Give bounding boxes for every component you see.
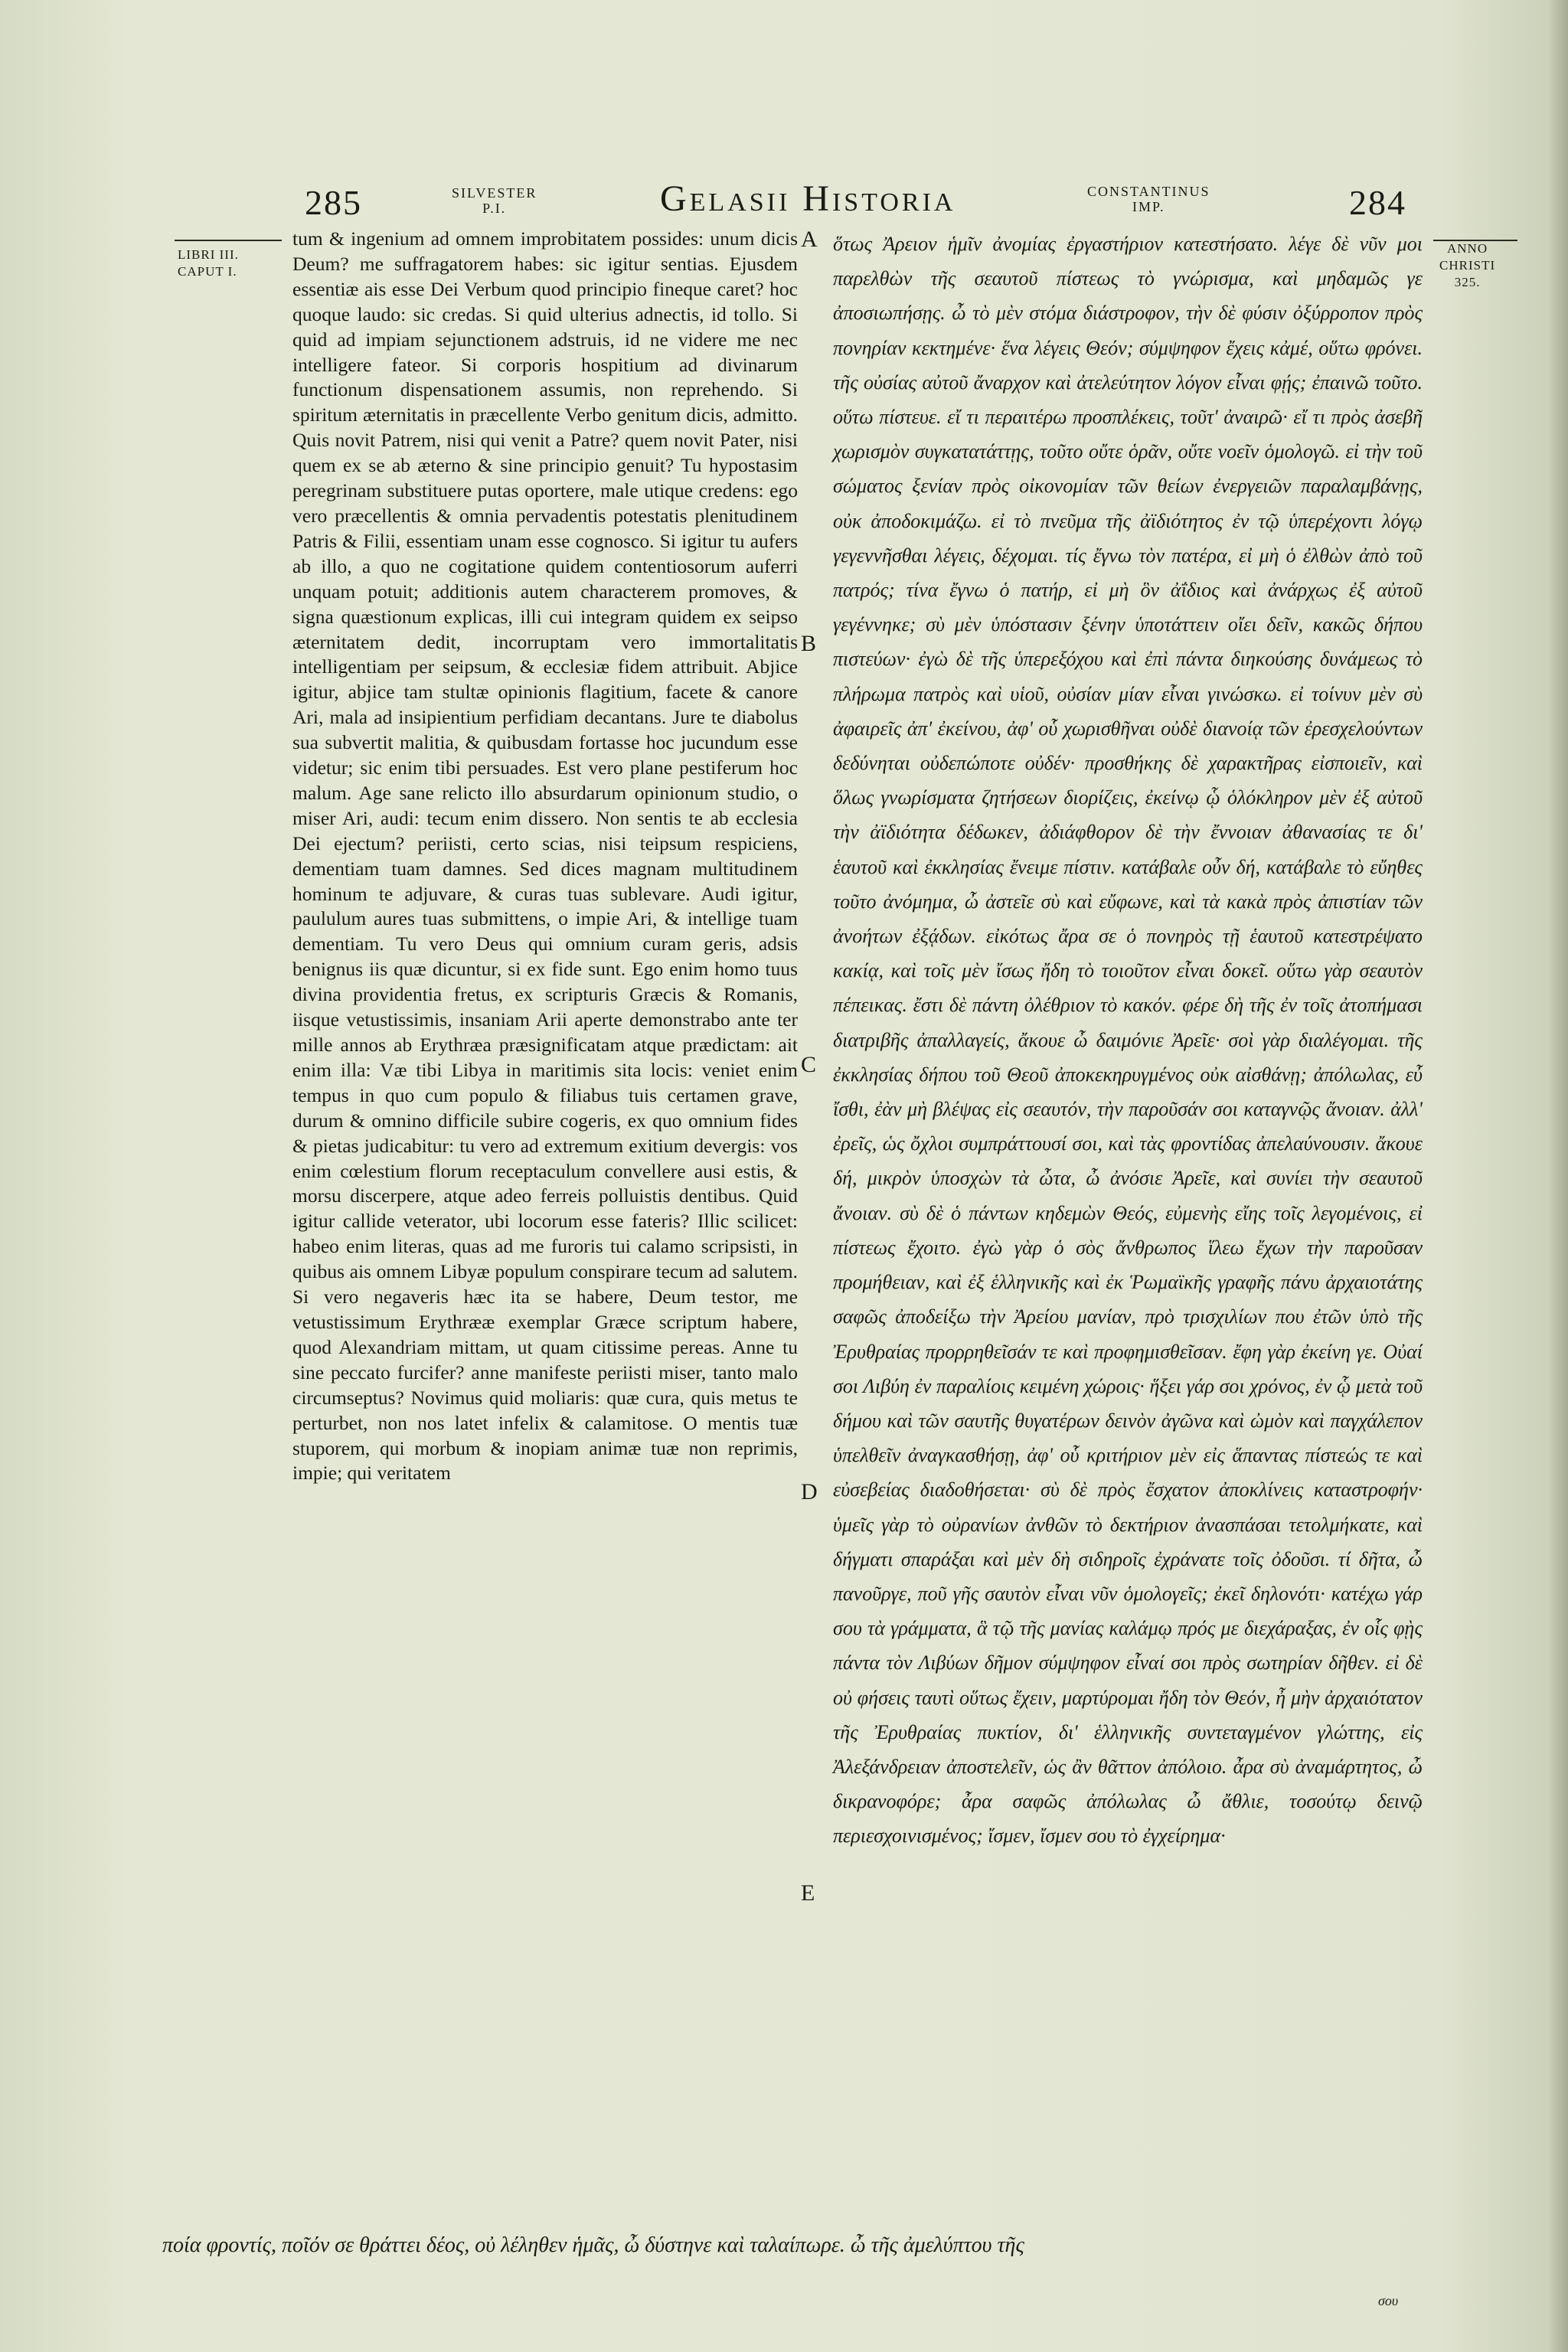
page-number-right: 284 [1349, 183, 1406, 222]
running-title: Gelasii Historia [660, 178, 956, 219]
running-head-left-name: SILVESTER [452, 185, 537, 201]
latin-column [292, 227, 798, 1486]
running-head-right-title: IMP. [1132, 199, 1165, 214]
catchword: σου [1378, 2293, 1399, 2308]
running-head-left-title: P.I. [482, 201, 507, 216]
section-mark-e: E [801, 1880, 815, 1906]
page-spine-shadow [1548, 0, 1568, 2352]
running-head-right-name: CONSTANTINUS [1087, 184, 1210, 199]
section-mark-b: B [801, 631, 817, 656]
running-head-left [452, 185, 537, 216]
latin-text: tum & ingenium ad omnem improbitatem possides: unum dicis Deum? me suffragatorem habes: sic igitur sentias. Ejusdem essentiæ ais esse Dei Verbum quod principio fineque caret? hoc quoque laudo: sic credas. Si quid ulterius adnectis, id tollo. Si quid ad impiam sejunctionem adstruis, id ne videre me nec intelligere fateor. Si corporis hospitium ad divinarum functionum dispensationem assumis, non reprehendo. Si spiritum æternitatis in præcellente Verbo genitum dicis, admitto. Quis novit Patrem, nisi qui venit a Patre? quem novit Pater, nisi quem ex se ab æterno & sine principio genuit? Tu hypostasim peregrinam substituere putas oportere, male utique credens: ego vero præcellentis & omnia pervadentis potestatis plenitudinem Patris & Filii, essentiam unam esse cognosco. Si igitur tu aufers ab illo, a quo ne cogitatione quidem contentiosorum auferri unquam potuit; additionis autem characterem promoves, & signa quæstionum explicas, illi cui integram quidem ex seipso æternitatem dedit, incorruptam vero immortalitatis intelligentiam per seipsum, & ecclesiæ fidem attribuit. Abjice igitur, abjice tam stultæ opinionis flagitium, facete & canore Ari, mala ad insipientium perfidiam decantans. Jure te diabolus sua subvertit malitia, & quibusdam fortasse hoc jucundum esse videtur; sic enim tibi persuades. Est vero plane pestiferum hoc malum. Age sane relicto illo absurdarum opinionum studio, o miser Ari, audi: tecum enim dissero. Non sentis te ab ecclesia Dei ejectum? periisti, certo scias, nisi teipsum respiciens, dementiam tuam damnes. Sed dices magnam multitudinem hominum te adjuvare, & curas tuas sublevare. Audi igitur, paululum aures tuas submittens, o impie Ari, & intellige tuam dementiam. Tu vero Deus qui omnium curam geris, adsis benignus iis quæ dicuntur, si ex fide sunt. Ego enim homo tuus divina providentia fretus, ex scripturis Græcis & Romanis, iisque vetustissimis, insaniam Arii aperte demonstrabo ante ter mille annos ab Erythræa præsignificatam atque prædictam: ait enim illa: Væ tibi Libya in maritimis sita locis: veniet enim tempus in quo cum populo & filiabus tuis certamen grave, durum & omnino difficile subire cogeris, ex quo omnium fides & pietas judicabitur: tu vero ad extremum exitium devergis: vos enim cœlestium florum receptaculum convellere ausi estis, & morsu discerpere, atque adeo ferreis polluistis dentibus. Quid igitur callide veterator, ubi locorum esse fateris? Illic scilicet: habeo enim literas, quas ad me furoris tui calamo scripsisti, in quibus ais omnem Libyæ populum conspirare tecum ad salutem. Si vero negaveris hæc ita se habere, Deum testor, me vetustissimum Erythrææ exemplar Græce scriptum habere, quod Alexandriam mittam, ut quam citissime pereas. Anne tu sine peccato furcifer? anne manifeste periisti miser, tanto malo circumseptus? Novimus quid moliaris: quæ cura, quis metus te perturbet, non nos latet infelix & calamitose. O mentis tuæ stuporem, qui morbum & inopiam animæ tuæ non reprimis, impie; qui veritatem [292, 227, 798, 1485]
greek-text: ὅτως Ἀρειον ἡμῖν ἀνομίας ἐργαστήριον κατεστήσατο. λέγε δὲ νῦν μοι παρελθὼν τῆς σεαυτοῦ πίστεως τὸ γνώρισμα, καὶ μηδαμῶς γε ἀποσιωπήσῃς. ὦ τὸ μὲν στόμα διάστροφον, τὴν δὲ φύσιν ὀξύρροπον πρὸς πονηρίαν κεκτημένε· ἕνα λέγεις Θεόν; σύμψηφον ἔχεις κἀμέ, οὕτω φρόνει. τῆς οὐσίας αὐτοῦ ἄναρχον καὶ ἀτελεύτητον λόγον εἶναι φῄς; ἐπαινῶ τοῦτο. οὕτω πίστευε. εἴ τι περαιτέρω προσπλέκεις, τοῦτ' ἀναιρῶ· εἴ τι πρὸς ἀσεβῆ χωρισμὸν συγκατατάττῃς, τοῦτο οὔτε ὁρᾶν, οὔτε νοεῖν ὁμολογῶ. εἰ τὴν τοῦ σώματος ξενίαν πρὸς οἰκονομίαν τῶν θείων ἐνεργειῶν παραλαμβάνῃς, οὐκ ἀποδοκιμάζω. εἰ τὸ πνεῦμα τῆς ἀϊδιότητος ἐν τῷ ὑπερέχοντι λόγῳ γεγεννῆσθαι λέγεις, δέχομαι. τίς ἔγνω τὸν πατέρα, εἰ μὴ ὁ ἐλθὼν ἀπὸ τοῦ πατρός; τίνα ἔγνω ὁ πατήρ, εἰ μὴ ὃν ἀΐδιος καὶ ἀνάρχως ἐξ αὐτοῦ γεγέννηκε; σὺ μὲν ὑπόστασιν ξένην ὑποτάττειν οἴει δεῖν, κακῶς δήπου πιστεύων· ἐγὼ δὲ τῆς ὑπερεξόχου καὶ ἐπὶ πάντα διηκούσης δυνάμεως τὸ πλήρωμα πατρὸς καὶ υἱοῦ, οὐσίαν μίαν εἶναι γινώσκω. εἰ τοίνυν μὲν σὺ ἀφαιρεῖς ἀπ' ἐκείνου, ἀφ' οὗ χωρισθῆναι οὐδὲ διανοίᾳ τῶν ἐρεσχελούντων δεδύνηται οὐδεπώποτε οὐδέν· προσθήκης δὲ χαρακτῆρας εἰσποιεῖν, καὶ ὅλως γνωρίσματα ζητήσεων διορίζεις, ἐκείνῳ ᾧ ὁλόκληρον μὲν ἐξ αὐτοῦ τὴν ἀϊδιότητα δέδωκεν, ἀδιάφθορον δὲ τὴν ἔννοιαν ἀθανασίας τε δι' ἑαυτοῦ καὶ ἐκκλησίας ἔνειμε πίστιν. κατάβαλε οὖν δή, κατάβαλε τὸ εὔηθες τοῦτο ἀνόμημα, ὦ ἀστεῖε σὺ καὶ εὔφωνε, καὶ τὰ κακὰ πρὸς ἀπιστίαν τῶν ἀνοήτων ἐξᾴδων. εἰκότως ἄρα σε ὁ πονηρὸς τῇ ἑαυτοῦ κατεστρέψατο κακίᾳ, καὶ τοῖς μὲν ἴσως ἤδη τὸ τοιοῦτον εἶναι δοκεῖ. οὕτω γὰρ σεαυτὸν πέπεικας. ἔστι δὲ πάντη ὀλέθριον τὸ κακόν. φέρε δὴ τῆς ἐν τοῖς ἀτοπήμασι διατριβῆς ἀπαλλαγείς, ἄκουε ὦ δαιμόνιε Ἀρεῖε· σοὶ γὰρ διαλέγομαι. τῆς ἐκκλησίας δήπου τοῦ Θεοῦ ἀποκεκηρυγμένος οὐκ αἰσθάνῃ; ἀπόλωλας, εὖ ἴσθι, ἐὰν μὴ βλέψας εἰς σεαυτόν, τὴν παροῦσάν σοι καταγνῷς ἄνοιαν. ἀλλ' ἐρεῖς, ὡς ὄχλοι συμπράττουσί σοι, καὶ τὰς φροντίδας ἀπελαύνουσιν. ἄκουε δή, μικρὸν ὑποσχὼν τὰ ὦτα, ὦ ἀνόσιε Ἀρεῖε, καὶ συνίει τὴν σεαυτοῦ ἄνοιαν. σὺ δὲ ὁ πάντων κηδεμὼν Θεός, εὐμενὴς εἴης τοῖς λεγομένοις, εἰ πίστεως ἔχοιτο. ἐγὼ γὰρ ὁ σὸς ἄνθρωπος ἵλεω ἔχων τὴν παροῦσαν προμήθειαν, καὶ ἐξ ἑλληνικῆς καὶ ἐκ Ῥωμαϊκῆς γραφῆς πάνυ ἀρχαιοτάτης σαφῶς ἀποδείξω τὴν Ἀρείου μανίαν, πρὸ τρισχιλίων που ἐτῶν ὑπὸ τῆς Ἐρυθραίας προρρηθεῖσάν τε καὶ προφημισθεῖσαν. ἔφη γὰρ ἐκείνη γε. Οὐαί σοι Λιβύη ἐν παραλίοις κειμένη χώροις· ἥξει γάρ σοι χρόνος, ἐν ᾧ μετὰ τοῦ δήμου καὶ τῶν σαυτῆς θυγατέρων δεινὸν ἀγῶνα καὶ ὠμὸν καὶ παγχάλεπον ὑπελθεῖν ἀναγκασθήσῃ, ἀφ' οὗ κριτήριον μὲν εἰς ἅπαντας πίστεώς τε καὶ εὐσεβείας διαδοθήσεται· σὺ δὲ πρὸς ἔσχατον ἀποκλίνεις καταστροφήν· ὑμεῖς γὰρ τὸ οὐρανίων ἀνθῶν τὸ δεκτήριον ἀνασπάσαι τετολμήκατε, καὶ δήγματι σπαράξαι καὶ μὲν δὴ σιδηροῖς ἐχράνατε τοῖς ὀδοῦσι. τί δῆτα, ὦ πανοῦργε, ποῦ γῆς σαυτὸν εἶναι νῦν ὁμολογεῖς; ἐκεῖ δηλονότι· κατέχω γάρ σου τὰ γράμματα, ἃ τῷ τῆς μανίας καλάμῳ πρός με διεχάραξας, ἐν οἷς φῂς πάντα τὸν Λιβύων δῆμον σύμψηφον εἶναί σοι πρὸς σωτηρίαν δῆθεν. εἰ δὲ οὐ φήσεις ταυτὶ οὕτως ἔχειν, μαρτύρομαι ἤδη τὸν Θεόν, ἦ μὴν ἀρχαιότατον τῆς Ἐρυθραίας πυκτίον, δι' ἑλληνικῆς συντεταγμένον γλώττης, εἰς Ἀλεξάνδρειαν ἀποστελεῖν, ὡς ἂν θᾶττον ἀπόλοιο. ἆρα σὺ ἀναμάρτητος, ὦ δικρανοφόρε; ἆρα σαφῶς ἀπόλωλας ὦ ἄθλιε, τοσούτῳ δεινῷ περιεσχοινισμένος; ἴσμεν, ἴσμεν σου τὸ ἐγχείρημα· [833, 233, 1423, 1847]
section-mark-c: C [801, 1052, 817, 1077]
margin-note-right-christi: CHRISTI [1439, 258, 1496, 273]
footer-line: ποία φροντίς, ποῖόν σε θράττει δέος, οὐ λέληθεν ἡμᾶς, ὦ δύστηνε καὶ ταλαίπωρε. ὦ τῆς ἀμελύπτου τῆς [162, 2233, 1024, 2257]
greek-column [833, 227, 1423, 1854]
margin-note-left [178, 247, 239, 280]
running-head-right [1087, 184, 1210, 214]
margin-note-right [1439, 240, 1495, 291]
margin-note-left-chapter: CAPUT I. [178, 264, 237, 279]
margin-note-right-anno: ANNO [1447, 241, 1488, 256]
section-mark-a: A [801, 227, 818, 252]
margin-note-right-year: 325. [1454, 275, 1481, 289]
margin-note-left-book: LIBRI III. [178, 247, 239, 262]
page-number-left: 285 [305, 183, 362, 222]
section-mark-d: D [801, 1479, 818, 1504]
margin-rule-left [175, 240, 282, 241]
